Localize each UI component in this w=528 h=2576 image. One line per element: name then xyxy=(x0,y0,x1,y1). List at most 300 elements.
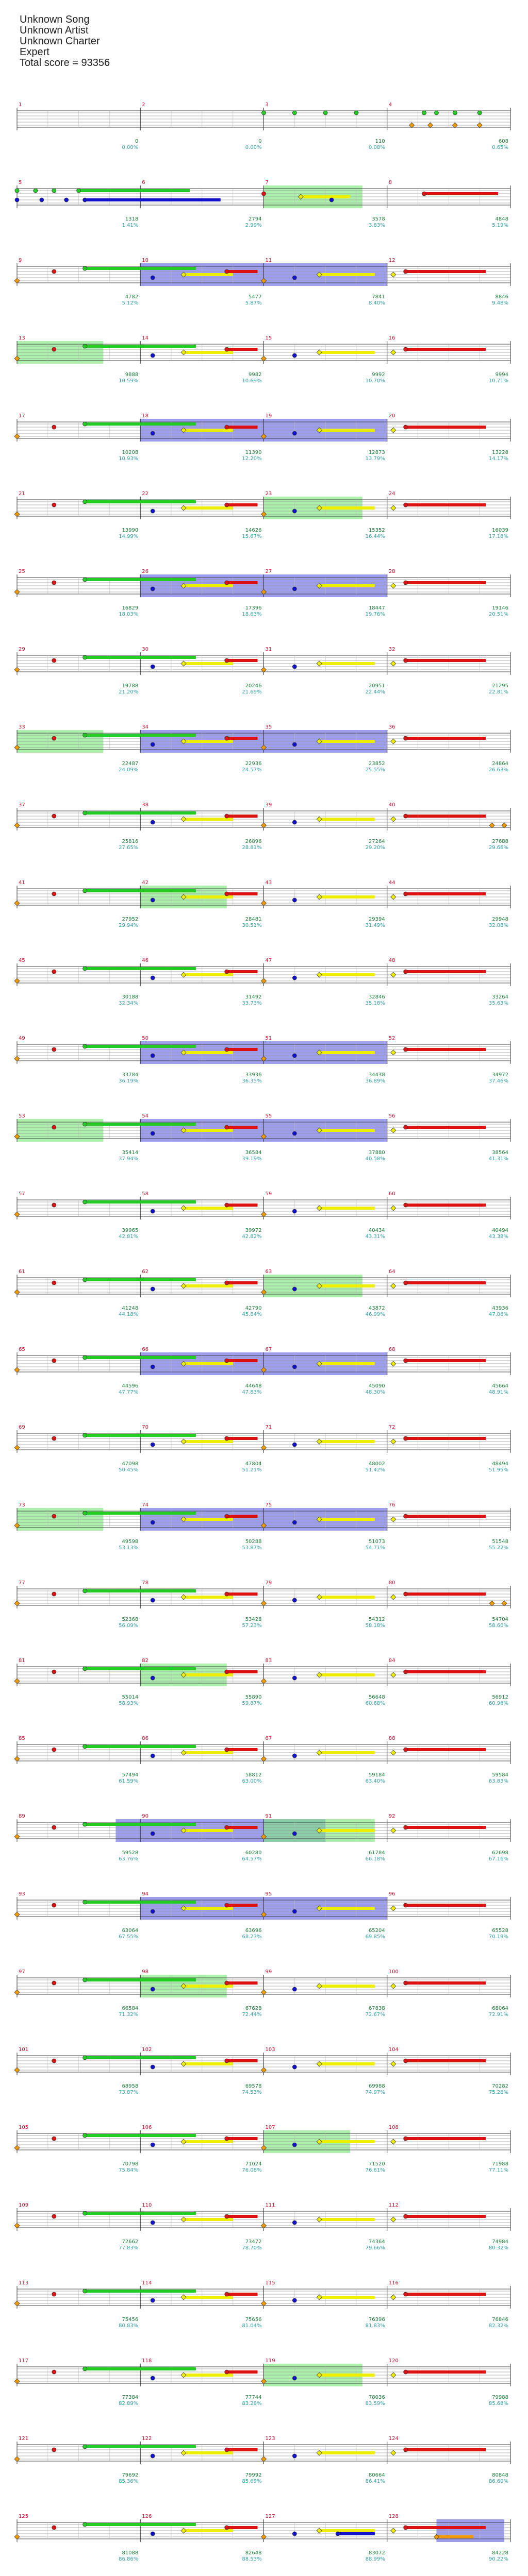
note-gem xyxy=(181,2372,186,2378)
measure-percent: 55.22% xyxy=(488,1545,508,1551)
measure-number: 75 xyxy=(265,1502,272,1508)
note-gem xyxy=(317,894,322,900)
measure-number: 91 xyxy=(265,1814,272,1819)
note-gem xyxy=(225,503,229,507)
note-gem xyxy=(151,1987,155,1991)
note-gem xyxy=(151,1754,155,1758)
measure-score: 82648 xyxy=(245,2550,262,2556)
note-gem xyxy=(52,1203,56,1207)
note-gem xyxy=(317,817,322,822)
measure-number: 100 xyxy=(388,1969,399,1975)
note-gem xyxy=(391,1439,396,1444)
note-gem xyxy=(292,1131,296,1136)
measure-score: 74364 xyxy=(368,2239,385,2245)
sustain-tail xyxy=(85,198,221,201)
note-gem xyxy=(151,2532,155,2536)
note-gem xyxy=(151,1365,155,1369)
sustain-tail xyxy=(85,1123,196,1126)
measure-number: 81 xyxy=(19,1658,25,1664)
note-gem xyxy=(404,2137,408,2141)
measure-percent: 61.59% xyxy=(119,1778,139,1784)
measure-score: 22487 xyxy=(122,761,139,767)
note-gem xyxy=(225,2214,229,2218)
measure-percent: 5.87% xyxy=(245,300,262,306)
note-gem xyxy=(292,276,296,280)
measure-percent: 80.83% xyxy=(119,2323,139,2329)
measure-number: 62 xyxy=(142,1269,148,1275)
measure-number: 66 xyxy=(142,1347,148,1352)
note-gem xyxy=(391,583,396,588)
measure-number: 19 xyxy=(265,413,272,419)
measure-score: 77744 xyxy=(245,2395,262,2400)
measure-score: 48494 xyxy=(492,1461,508,1467)
measure-score: 54704 xyxy=(492,1617,508,1622)
note-gem xyxy=(292,898,296,902)
measure-score: 74984 xyxy=(492,2239,508,2245)
note-gem xyxy=(292,2221,296,2225)
note-gem xyxy=(262,111,266,115)
note-gem xyxy=(404,503,408,507)
note-gem xyxy=(83,2056,87,2060)
measure-number: 124 xyxy=(388,2436,399,2442)
sustain-tail xyxy=(85,1434,196,1437)
sustain-tail xyxy=(184,2140,233,2143)
measure-number: 54 xyxy=(142,1113,148,1119)
note-gem xyxy=(83,967,87,971)
measure-percent: 26.63% xyxy=(488,767,508,773)
sustain-tail xyxy=(227,2059,258,2062)
sustain-tail xyxy=(184,1207,233,1210)
sustain-tail xyxy=(85,2523,196,2526)
measure-score: 84228 xyxy=(492,2550,508,2556)
measure-percent: 58.93% xyxy=(119,1701,139,1706)
note-gem xyxy=(391,817,396,822)
sustain-tail xyxy=(319,895,375,899)
measure-score: 75456 xyxy=(122,2317,139,2323)
note-gem xyxy=(404,1903,408,1907)
measure-number: 116 xyxy=(388,2280,399,2286)
measure-number: 50 xyxy=(142,1036,148,1041)
measure-percent: 10.59% xyxy=(119,378,139,384)
measure-score: 21295 xyxy=(492,683,508,689)
note-gem xyxy=(391,2295,396,2300)
sustain-tail xyxy=(319,1051,375,1054)
note-gem xyxy=(151,820,155,824)
sustain-tail xyxy=(184,1673,233,1676)
note-gem xyxy=(391,350,396,355)
sustain-tail xyxy=(319,1207,375,1210)
note-gem xyxy=(83,1978,87,1982)
measure-percent: 85.68% xyxy=(488,2401,508,2406)
note-gem xyxy=(292,2376,296,2380)
note-gem xyxy=(292,2298,296,2302)
note-gem xyxy=(292,2532,296,2536)
note-gem xyxy=(391,2061,396,2066)
note-gem xyxy=(404,1436,408,1440)
note-gem xyxy=(391,739,396,744)
sustain-tail xyxy=(85,2134,196,2137)
measure-score: 79988 xyxy=(492,2395,508,2400)
measure-score: 0 xyxy=(258,139,262,144)
measure-score: 17396 xyxy=(245,605,262,611)
measure-percent: 85.36% xyxy=(119,2479,139,2484)
note-gem xyxy=(151,2376,155,2380)
measure-score: 49598 xyxy=(122,1539,139,1545)
note-gem xyxy=(151,1676,155,1680)
measure-percent: 36.89% xyxy=(365,1078,385,1084)
note-gem xyxy=(391,661,396,666)
sustain-tail xyxy=(184,2062,233,2065)
measure-percent: 86.86% xyxy=(119,2556,139,2562)
note-gem xyxy=(292,587,296,591)
measure-number: 69 xyxy=(19,1425,25,1430)
note-gem xyxy=(151,276,155,280)
note-gem xyxy=(317,2061,322,2066)
measure-percent: 2.99% xyxy=(245,223,262,228)
measure-number: 114 xyxy=(142,2280,152,2286)
measure-score: 19146 xyxy=(492,605,508,611)
note-gem xyxy=(391,272,396,277)
note-gem xyxy=(52,2137,56,2141)
sustain-tail xyxy=(319,1284,375,1287)
note-gem xyxy=(151,898,155,902)
sustain-tail xyxy=(406,1670,486,1673)
note-gem xyxy=(151,431,155,435)
note-gem xyxy=(391,1206,396,1211)
measure-percent: 58.18% xyxy=(365,1623,385,1629)
measure-percent: 3.83% xyxy=(368,223,385,228)
measure-number: 26 xyxy=(142,569,148,574)
note-gem xyxy=(225,1592,229,1596)
sustain-tail xyxy=(184,273,233,276)
sustain-tail xyxy=(424,192,499,195)
measure-percent: 17.18% xyxy=(488,534,508,539)
sustain-tail xyxy=(227,1592,258,1596)
measure-score: 57494 xyxy=(122,1772,139,1778)
note-gem xyxy=(225,658,229,663)
note-gem xyxy=(77,189,81,193)
note-gem xyxy=(83,1122,87,1126)
measure-score: 59584 xyxy=(492,1772,508,1778)
measure-percent: 58.60% xyxy=(488,1623,508,1629)
measure-number: 36 xyxy=(388,724,395,730)
note-gem xyxy=(151,2143,155,2147)
measure-percent: 14.17% xyxy=(488,456,508,462)
sustain-tail xyxy=(227,737,258,740)
measure-score: 70798 xyxy=(122,2161,139,2167)
sustain-tail xyxy=(406,2137,486,2140)
measure-percent: 76.08% xyxy=(242,2167,262,2173)
measure-percent: 53.13% xyxy=(119,1545,139,1551)
measure-score: 22936 xyxy=(245,761,262,767)
measure-number: 51 xyxy=(265,1036,272,1041)
sustain-tail xyxy=(406,1281,486,1284)
measure-number: 3 xyxy=(265,102,269,108)
measure-number: 87 xyxy=(265,1736,272,1741)
note-gem xyxy=(83,198,87,202)
note-gem xyxy=(292,111,296,115)
sustain-tail xyxy=(184,1907,233,1910)
note-gem xyxy=(52,1436,56,1440)
note-gem xyxy=(453,111,457,115)
note-gem xyxy=(317,972,322,977)
measure-percent: 80.32% xyxy=(488,2245,508,2251)
measure-score: 33264 xyxy=(492,994,508,1000)
measure-score: 71988 xyxy=(492,2161,508,2167)
measure-score: 29394 xyxy=(368,917,385,922)
measure-percent: 9.48% xyxy=(492,300,508,306)
sustain-tail xyxy=(319,351,375,354)
note-gem xyxy=(151,1832,155,1836)
measure-percent: 10.71% xyxy=(488,378,508,384)
measure-percent: 69.85% xyxy=(365,1934,385,1940)
measure-number: 24 xyxy=(388,491,395,497)
note-gem xyxy=(83,1744,87,1749)
measure-score: 48002 xyxy=(368,1461,385,1467)
note-gem xyxy=(391,1750,396,1755)
measure-percent: 67.55% xyxy=(119,1934,139,1940)
measure-score: 70282 xyxy=(492,2083,508,2089)
sustain-tail xyxy=(184,662,233,665)
measure-percent: 16.44% xyxy=(365,534,385,539)
sustain-tail xyxy=(184,1829,233,1832)
measure-score: 27688 xyxy=(492,839,508,844)
measure-score: 28481 xyxy=(245,917,262,922)
note-gem xyxy=(225,1514,229,1518)
measure-percent: 29.94% xyxy=(119,923,139,928)
measure-number: 59 xyxy=(265,1191,272,1197)
note-gem xyxy=(225,1125,229,1129)
measure-number: 52 xyxy=(388,1036,395,1041)
note-gem xyxy=(404,2292,408,2296)
measure-score: 34438 xyxy=(368,1072,385,1078)
sustain-tail xyxy=(184,2218,233,2221)
note-gem xyxy=(225,1281,229,1285)
measure-score: 81088 xyxy=(122,2550,139,2556)
measure-percent: 8.40% xyxy=(368,300,385,306)
measure-number: 5 xyxy=(19,180,22,185)
note-gem xyxy=(52,1748,56,1752)
sustain-tail xyxy=(319,2296,375,2299)
note-gem xyxy=(292,1832,296,1836)
measure-number: 120 xyxy=(388,2358,399,2364)
sustain-tail xyxy=(319,662,375,665)
measure-percent: 21.69% xyxy=(242,689,262,695)
measure-percent: 63.76% xyxy=(119,1856,139,1862)
measure-score: 27952 xyxy=(122,917,139,922)
sustain-tail xyxy=(227,659,258,662)
note-gem xyxy=(404,970,408,974)
sustain-tail xyxy=(85,1200,196,1204)
note-gem xyxy=(181,2139,186,2144)
measure-number: 88 xyxy=(388,1736,395,1741)
sustain-tail xyxy=(85,811,196,815)
measure-number: 11 xyxy=(265,258,272,263)
measure-score: 23852 xyxy=(368,761,385,767)
measure-score: 51548 xyxy=(492,1539,508,1545)
measure-percent: 14.99% xyxy=(119,534,139,539)
measure-number: 74 xyxy=(142,1502,148,1508)
note-gem xyxy=(181,2061,186,2066)
sustain-tail xyxy=(85,1823,196,1826)
sustain-tail xyxy=(184,895,233,899)
measure-percent: 35.18% xyxy=(365,1001,385,1006)
measure-score: 7841 xyxy=(372,294,385,300)
measure-score: 12873 xyxy=(368,450,385,455)
note-gem xyxy=(181,2450,186,2455)
measure-score: 79992 xyxy=(245,2472,262,2478)
measure-score: 69578 xyxy=(245,2083,262,2089)
measure-number: 10 xyxy=(142,258,148,263)
sustain-tail xyxy=(406,1592,486,1596)
sustain-tail xyxy=(184,584,233,587)
note-gem xyxy=(34,189,38,193)
note-gem xyxy=(151,742,155,747)
sustain-tail xyxy=(406,1359,486,1362)
note-gem xyxy=(391,1050,396,1055)
sustain-tail xyxy=(406,892,486,895)
note-gem xyxy=(404,1670,408,1674)
measure-percent: 82.32% xyxy=(488,2323,508,2329)
measure-number: 37 xyxy=(19,802,25,808)
note-gem xyxy=(225,2370,229,2374)
sustain-tail xyxy=(319,2529,375,2532)
note-gem xyxy=(391,1595,396,1600)
measure-score: 78036 xyxy=(368,2395,385,2400)
measure-percent: 68.23% xyxy=(242,1934,262,1940)
sustain-tail xyxy=(184,1440,233,1443)
sustain-tail xyxy=(406,737,486,740)
note-gem xyxy=(52,736,56,740)
note-gem xyxy=(391,1672,396,1677)
measure-score: 80848 xyxy=(492,2472,508,2478)
note-gem xyxy=(404,1748,408,1752)
measure-number: 12 xyxy=(388,258,395,263)
measure-number: 32 xyxy=(388,647,395,652)
note-gem xyxy=(391,505,396,511)
measure-score: 18447 xyxy=(368,605,385,611)
note-gem xyxy=(83,1822,87,1826)
note-gem xyxy=(181,350,186,355)
measure-percent: 51.95% xyxy=(488,1467,508,1473)
sustain-tail xyxy=(227,581,258,584)
note-gem xyxy=(225,269,229,274)
sustain-tail xyxy=(227,1048,258,1051)
measure-number: 27 xyxy=(265,569,272,574)
sustain-tail xyxy=(227,2526,258,2529)
measure-number: 80 xyxy=(388,1580,395,1586)
note-gem xyxy=(225,347,229,351)
charter-name: Unknown Charter xyxy=(20,36,100,47)
measure-percent: 56.09% xyxy=(119,1623,139,1629)
measure-percent: 29.20% xyxy=(365,845,385,851)
measure-number: 40 xyxy=(388,802,395,808)
note-gem xyxy=(181,1750,186,1755)
measure-score: 19788 xyxy=(122,683,139,689)
sustain-tail xyxy=(227,1981,258,1985)
note-gem xyxy=(292,2143,296,2147)
measure-score: 67838 xyxy=(368,2006,385,2011)
measure-number: 60 xyxy=(388,1191,395,1197)
sustain-tail xyxy=(319,273,375,276)
sustain-tail xyxy=(227,1748,258,1751)
measure-score: 75656 xyxy=(245,2317,262,2323)
note-gem xyxy=(83,344,87,348)
measure-percent: 85.69% xyxy=(242,2479,262,2484)
measure-score: 53428 xyxy=(245,1617,262,1622)
measure-percent: 90.22% xyxy=(488,2556,508,2562)
note-gem xyxy=(404,2526,408,2530)
measure-number: 112 xyxy=(388,2202,399,2208)
note-gem xyxy=(151,2298,155,2302)
sustain-tail xyxy=(301,195,350,198)
note-gem xyxy=(52,1125,56,1129)
measure-percent: 70.19% xyxy=(488,1934,508,1940)
note-gem xyxy=(52,347,56,351)
note-gem xyxy=(52,1825,56,1829)
measure-number: 89 xyxy=(19,1814,25,1819)
sustain-tail xyxy=(406,2448,486,2451)
note-gem xyxy=(225,1981,229,1985)
sustain-tail xyxy=(85,2367,196,2370)
measure-percent: 47.06% xyxy=(488,1312,508,1317)
note-gem xyxy=(181,2217,186,2222)
measure-number: 84 xyxy=(388,1658,395,1664)
measure-percent: 48.30% xyxy=(365,1389,385,1395)
measure-score: 20951 xyxy=(368,683,385,689)
measure-number: 25 xyxy=(19,569,25,574)
note-gem xyxy=(52,970,56,974)
measure-percent: 75.28% xyxy=(488,2090,508,2095)
measure-score: 56648 xyxy=(368,1694,385,1700)
note-gem xyxy=(391,2450,396,2455)
measure-score: 15352 xyxy=(368,528,385,533)
measure-score: 4782 xyxy=(125,294,139,300)
measure-number: 16 xyxy=(388,335,395,341)
sustain-tail xyxy=(406,2293,486,2296)
measure-percent: 13.79% xyxy=(365,456,385,462)
measure-number: 45 xyxy=(19,958,25,963)
sustain-tail xyxy=(184,1051,233,1054)
sustain-tail xyxy=(85,1589,196,1592)
measure-number: 57 xyxy=(19,1191,25,1197)
measure-percent: 29.66% xyxy=(488,845,508,851)
note-gem xyxy=(181,661,186,666)
artist-name: Unknown Artist xyxy=(20,25,89,36)
measure-score: 5477 xyxy=(249,294,262,300)
measure-score: 59184 xyxy=(368,1772,385,1778)
measure-percent: 78.70% xyxy=(242,2245,262,2251)
measure-number: 39 xyxy=(265,802,272,808)
measure-number: 43 xyxy=(265,880,272,886)
sustain-tail xyxy=(406,1204,486,1207)
note-gem xyxy=(317,1595,322,1600)
note-gem xyxy=(83,655,87,659)
measure-percent: 72.44% xyxy=(242,2012,262,2018)
sustain-tail xyxy=(319,1673,375,1676)
measure-score: 77384 xyxy=(122,2395,139,2400)
measure-number: 67 xyxy=(265,1347,272,1352)
note-gem xyxy=(317,2217,322,2222)
measure-number: 58 xyxy=(142,1191,148,1197)
measure-percent: 75.84% xyxy=(119,2167,139,2173)
measure-score: 67628 xyxy=(245,2006,262,2011)
note-gem xyxy=(422,111,426,115)
note-gem xyxy=(225,2059,229,2063)
measure-percent: 88.53% xyxy=(242,2556,262,2562)
measure-percent: 27.65% xyxy=(119,845,139,851)
measure-percent: 0.00% xyxy=(122,145,139,150)
